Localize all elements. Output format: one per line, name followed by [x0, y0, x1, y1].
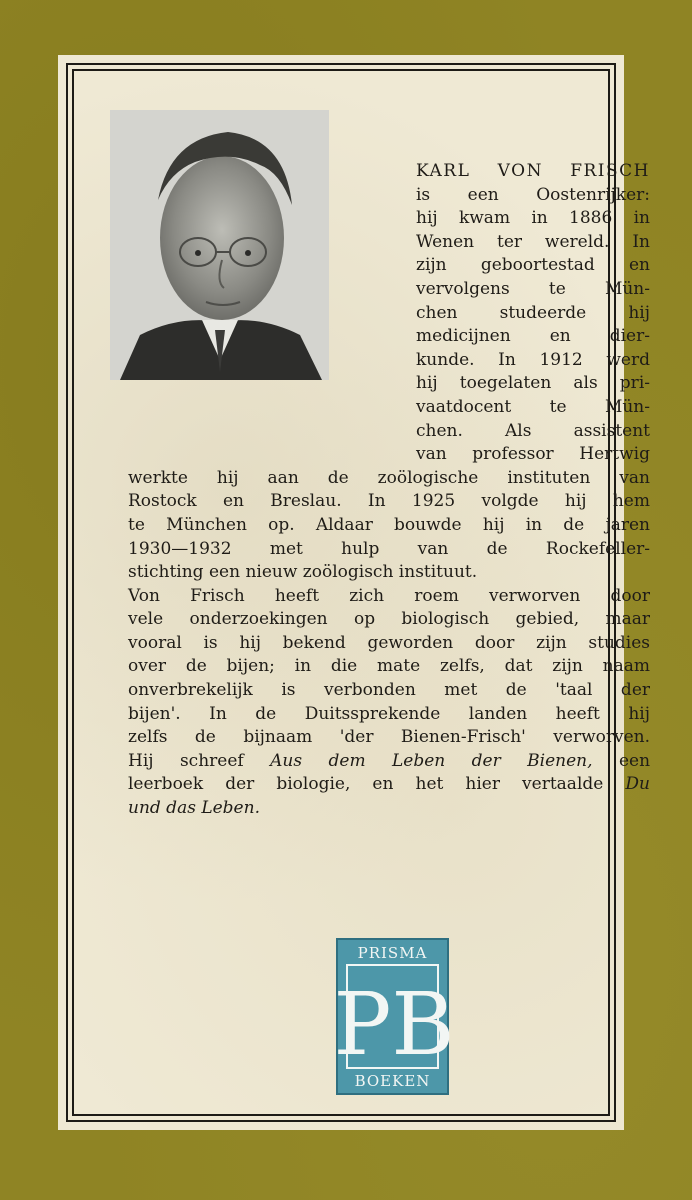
pb-monogram-icon [333, 966, 455, 1075]
prisma-boeken-logo [333, 938, 455, 1095]
bio-line: kunde. In 1912 werd [416, 349, 650, 370]
bio-line: hij kwam in 1886 in [416, 208, 650, 229]
bio-text: leerboek der biologie, en het hier vertaalde [128, 774, 604, 795]
bio-line: chen studeerde hij [416, 302, 650, 323]
bio-line: bijen'. In de Duitssprekende landen heeft hij [128, 703, 650, 724]
bio-line: vooral is hij bekend geworden door zijn studies [128, 632, 650, 653]
bio-line: hij toegelaten als pri- [416, 373, 650, 394]
bio-line: KARL VON FRISCH [416, 161, 650, 181]
bio-line: vaatdocent te Mün- [416, 396, 650, 417]
book-back-cover [58, 55, 651, 1130]
bio-line: stichting een nieuw zoölogisch instituut. [128, 562, 478, 583]
bio-line: van professor Hertwig [416, 444, 650, 465]
bio-line: zelfs de bijnaam 'der Bienen-Frisch' verworven. [128, 727, 650, 748]
bio-line: 1930—1932 met hulp van de Rockefeller- [128, 538, 650, 559]
bio-line: is een Oostenrijker: [416, 184, 650, 205]
book-title-italic: Du [625, 774, 650, 795]
bio-line: onverbrekelijk is verbonden met de 'taal der [128, 680, 650, 701]
bio-text: Hij schreef [128, 750, 244, 771]
bio-line: zijn geboortestad en [416, 255, 650, 276]
bio-line: Rostock en Breslau. In 1925 volgde hij hem [128, 491, 650, 512]
bio-line: over de bijen; in die mate zelfs, dat zijn naam [128, 656, 650, 677]
bio-line: vele onderzoekingen op biologisch gebied, maar [128, 609, 650, 630]
bio-line: werkte hij aan de zoölogische instituten van [128, 467, 650, 488]
bio-line: medicijnen en dier- [416, 326, 650, 347]
bio-line: Von Frisch heeft zich roem verworven door [128, 585, 650, 606]
logo-bottom-text: BOEKEN [354, 1072, 431, 1090]
bio-line: vervolgens te Mün- [416, 278, 650, 299]
bio-line [128, 797, 650, 821]
bio-line: te München op. Aldaar bouwde hij in de jaren [128, 514, 650, 535]
logo-top-text: PRISMA [357, 944, 428, 962]
author-biography [128, 160, 650, 821]
bio-line: Wenen ter wereld. In [416, 231, 650, 252]
bio-text: een [618, 750, 651, 771]
book-title-italic: Aus dem Leben der Bienen, [270, 750, 593, 771]
bio-line-with-title [128, 750, 650, 774]
monogram-letters: PB [333, 975, 455, 1075]
logo-inner-frame [333, 964, 455, 1075]
bio-line: chen. Als assistent [416, 420, 650, 441]
book-title-italic: und das Leben. [128, 798, 260, 819]
bio-line-with-title [128, 773, 650, 797]
